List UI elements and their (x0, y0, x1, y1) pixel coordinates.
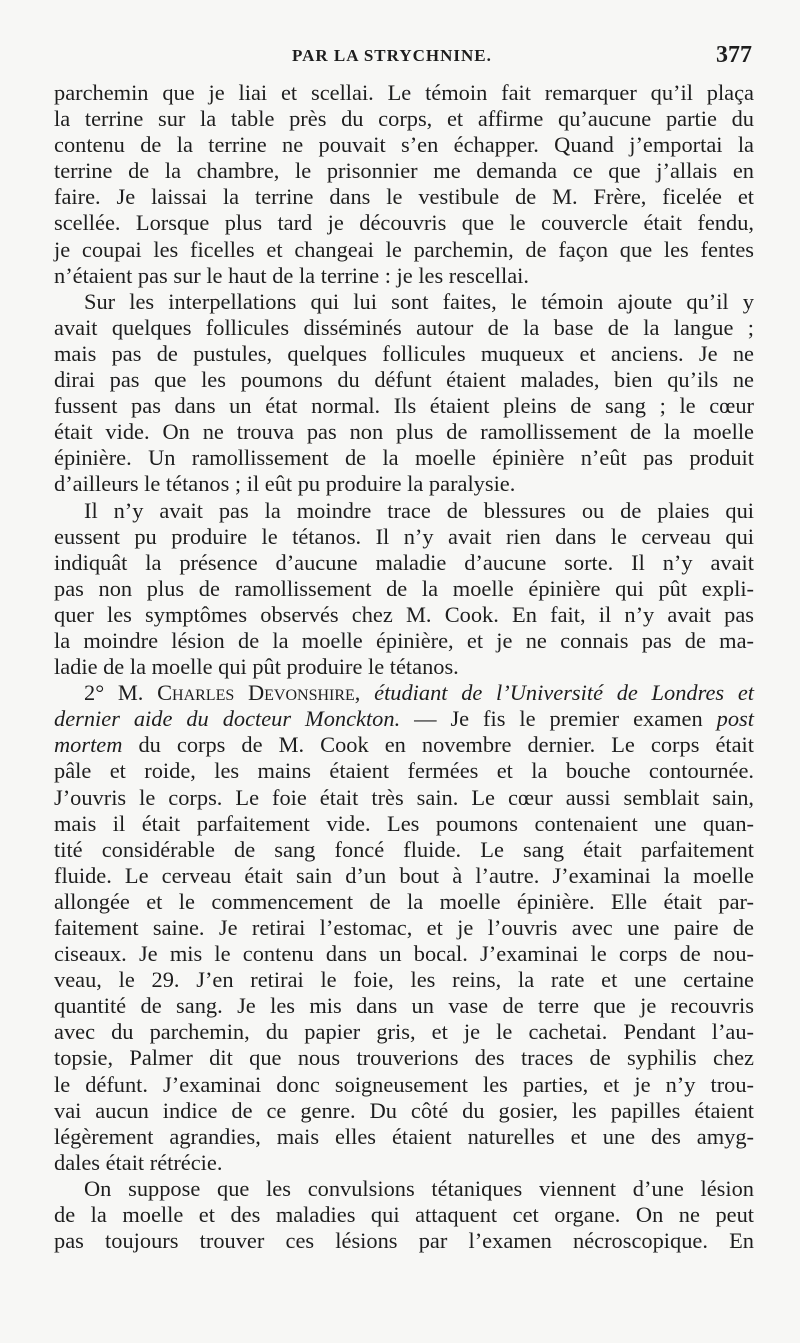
text-line: veau, le 29. J’en retirai le foie, les reins, la rate et une certaine (54, 967, 754, 993)
text-line: dales était rétrécie. (54, 1149, 223, 1175)
text-line: parchemin que je liai et scellai. Le témoin fait remarquer qu’il plaça (54, 80, 754, 105)
text-line: quantité de sang. Je les mis dans un vase de terre que je recouvris (54, 993, 754, 1019)
text-line: pas toujours trouver ces lésions par l’examen nécroscopique. En (54, 1228, 754, 1254)
testimony-start: — Je fis le premier examen (414, 706, 703, 732)
text-line: fluide. Le cerveau était sain d’un bout à l’autre. J’examinai la moelle (54, 862, 754, 888)
paragraph-start-line: Sur les interpellations qui lui sont faites, le témoin ajoute qu’il y (84, 288, 754, 314)
text-line: tité considérable de sang foncé fluide. Le sang était parfaitement (54, 836, 754, 862)
running-header (0, 42, 800, 76)
text-line: indiquât la présence d’aucune maladie d’aucune sorte. Il n’y avait (54, 549, 754, 575)
text-line: je coupai les ficelles et changeai le parchemin, de façon que les fentes (54, 236, 754, 262)
body-text (54, 80, 754, 1254)
text-line: dirai pas que les poumons du défunt étaient malades, bien qu’ils ne (54, 367, 754, 393)
text-line: ciseaux. Je mis le contenu dans un bocal. J’examinai le corps de nou- (54, 941, 754, 967)
witness-heading-line (54, 680, 754, 706)
text-line: vai aucun indice de ce genre. Du côté du gosier, les papilles étaient (54, 1097, 754, 1123)
text-line: avec du parchemin, du papier gris, et je le cachetai. Pendant l’au- (54, 1019, 754, 1045)
text-line: était vide. On ne trouva pas non plus de ramollissement de la moelle (54, 419, 754, 445)
latin-term: post (716, 706, 754, 732)
text-line-rest: du corps de M. Cook en novembre dernier. Le corps était (138, 732, 754, 758)
text-line: pas non plus de ramollissement de la moelle épinière qui pût expli- (54, 575, 754, 601)
text-line: quer les symptômes observés chez M. Cook. En fait, il n’y avait pas (54, 601, 754, 627)
text-line: légèrement agrandies, mais elles étaient naturelles et une des amyg- (54, 1123, 754, 1149)
text-line: la moindre lésion de la moelle épinière, et je ne connais pas de ma- (54, 627, 754, 653)
text-line: faitement saine. Je retirai l’estomac, et je l’ouvris avec une paire de (54, 915, 754, 940)
paragraph-start-line: Il n’y avait pas la moindre trace de blessures ou de plaies qui (84, 497, 754, 523)
text-line: terrine de la chambre, le prisonnier me demanda ce que j’allais en (54, 158, 754, 184)
text-line: ladie de la moelle qui pût produire le tétanos. (54, 654, 459, 680)
latin-term-cont: mortem (54, 732, 123, 758)
text-line: le défunt. J’examinai donc soigneusement les parties, et je n’y trou- (54, 1071, 754, 1097)
text-line: mais il était parfaitement vide. Les poumons contenaient une quan- (54, 810, 754, 836)
witness-role-cont: dernier aide du docteur Monckton. (54, 706, 401, 732)
witness-number: 2° (84, 680, 105, 706)
text-line: allongée et le commencement de la moelle épinière. Elle était par- (54, 888, 754, 914)
text-line: n’étaient pas sur le haut de la terrine : je les rescellai. (54, 262, 529, 288)
text-line: eussent pu produire le tétanos. Il n’y avait rien dans le cerveau qui (54, 523, 754, 549)
text-line: contenu de la terrine ne pouvait s’en échapper. Quand j’emportai la (54, 132, 754, 158)
text-line: pâle et roide, les mains étaient fermées et la bouche contournée. (54, 758, 754, 784)
text-line: J’ouvris le corps. Le foie était très sain. Le cœur aussi semblait sain, (54, 784, 754, 810)
text-line: la terrine sur la table près du corps, et affirme qu’aucune partie du (54, 106, 754, 132)
paragraph-start-line: On suppose que les convulsions tétaniques viennent d’une lésion (84, 1175, 754, 1201)
text-line: avait quelques follicules disséminés autour de la base de la langue ; (54, 314, 754, 340)
text-line: d’ailleurs le tétanos ; il eût pu produire la paralysie. (54, 471, 516, 497)
text-line: de la moelle et des maladies qui attaquent cet organe. On ne peut (54, 1202, 754, 1228)
text-line: faire. Je laissai la terrine dans le vestibule de M. Frère, ficelée et (54, 184, 754, 210)
text-line: mais pas de pustules, quelques follicules muqueux et anciens. Je ne (54, 340, 754, 366)
text-line: fussent pas dans un état normal. Ils étaient pleins de sang ; le cœur (54, 393, 754, 419)
running-title: PAR LA STRYCHNINE. (292, 46, 492, 65)
witness-name: M. Charles Devonshire, (117, 680, 361, 706)
text-line (54, 732, 754, 758)
text-line: épinière. Un ramollissement de la moelle épinière n’eût pas produit (54, 445, 754, 471)
witness-role: étudiant de l’Université de Londres et (374, 680, 754, 706)
page-number: 377 (716, 42, 752, 68)
text-line: scellée. Lorsque plus tard je découvris que le couvercle était fendu, (54, 210, 754, 236)
text-line (54, 706, 754, 732)
text-line: topsie, Palmer dit que nous trouverions des traces de syphilis chez (54, 1045, 754, 1071)
